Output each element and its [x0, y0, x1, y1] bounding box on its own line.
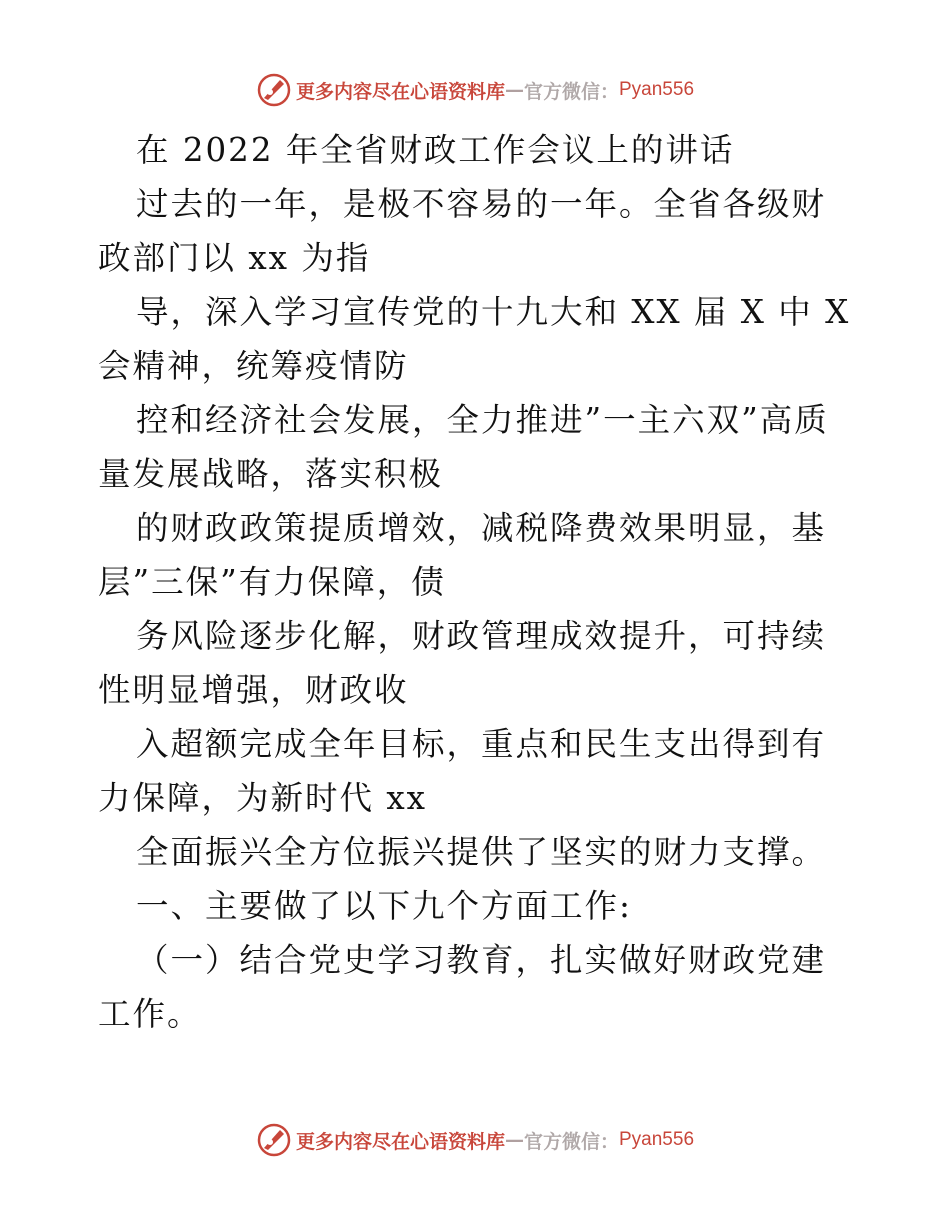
paragraph: 控和经济社会发展，全力推进”一主六双”高质量发展战略，落实积极 [98, 401, 829, 493]
paragraph: 的财政政策提质增效，减税降费效果明显，基层”三保”有力保障，债 [98, 509, 827, 601]
watermark-banner-bottom [0, 1120, 950, 1160]
watermark-banner-top [0, 70, 950, 110]
watermark-account: Pyan556 [619, 1129, 695, 1150]
paragraph: 过去的一年，是极不容易的一年。全省各级财政部门以 xx 为指 [98, 185, 827, 277]
watermark-label: 官方微信： [523, 80, 619, 103]
paragraph: 导，深入学习宣传党的十九大和 XX 届 X 中 X 会精神，统筹疫情防 [98, 293, 851, 385]
subsection-heading: （一）结合党史学习教育，扎实做好财政党建工作。 [98, 941, 827, 1033]
brand-logo-icon [256, 1122, 292, 1158]
brand-logo-icon [256, 72, 292, 108]
paragraph: 务风险逐步化解，财政管理成效提升，可持续性明显增强，财政收 [98, 617, 827, 709]
document-body [98, 123, 858, 1041]
watermark-label: 官方微信： [523, 1130, 619, 1153]
paragraph: 全面振兴全方位振兴提供了坚实的财力支撑。 [136, 833, 827, 871]
section-heading: 一、主要做了以下九个方面工作: [136, 887, 632, 925]
watermark-account: Pyan556 [619, 79, 695, 100]
watermark-main-text: 更多内容尽在心语资料库 [295, 1130, 505, 1153]
watermark-separator: — [504, 79, 524, 101]
paragraph: 入超额完成全年目标，重点和民生支出得到有力保障，为新时代 xx [98, 725, 827, 817]
watermark-separator: — [504, 1129, 524, 1151]
watermark-main-text: 更多内容尽在心语资料库 [295, 80, 505, 103]
document-title: 在 2022 年全省财政工作会议上的讲话 [136, 131, 735, 169]
